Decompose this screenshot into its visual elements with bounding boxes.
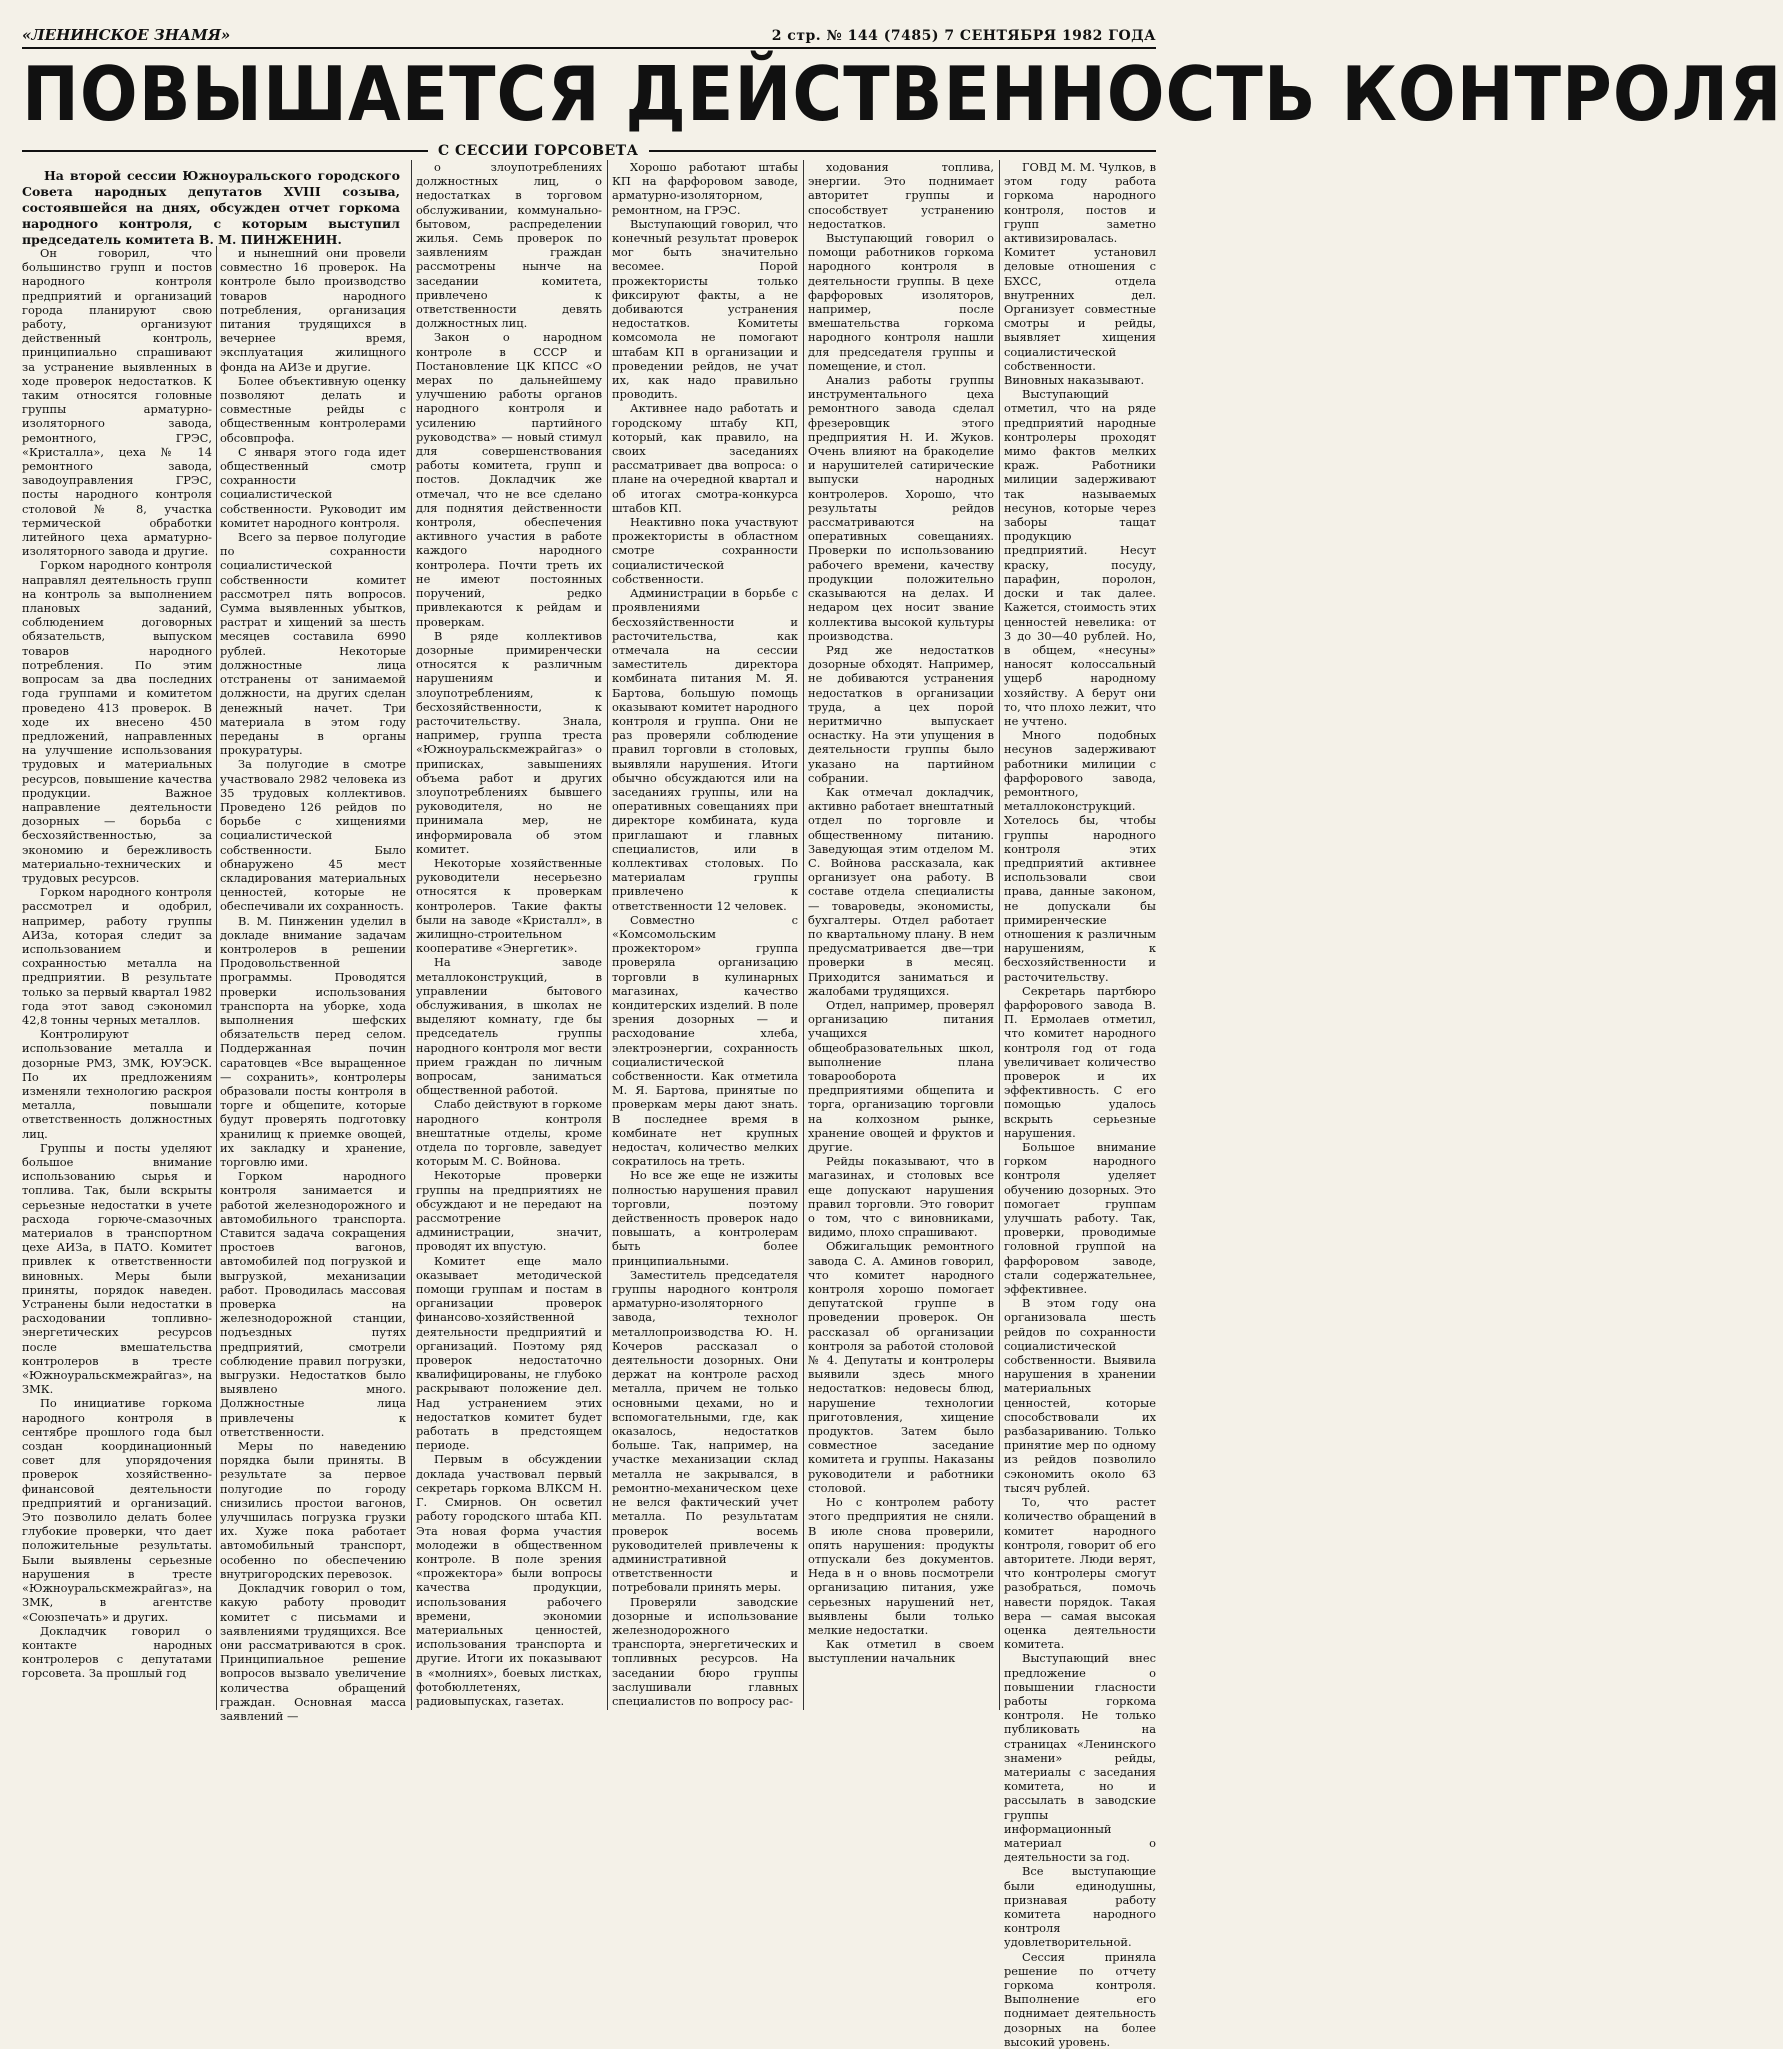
paragraph: С января этого года идет общественный смотр сохранности социалистической собственности. Руководит им комитет народного контроля. — [220, 444, 406, 530]
paragraph: Он говорил, что большинство групп и постов народного контроля предприятий и организаций города планируют свою работу, организуют действенный контроль, принципиально спрашивают за устранение выявленных в ходе проверок недостатков. К таким относятся головные группы арматурно-изоляторного завода, ремонтного, ГРЭС, «Кристалла», цеха № 14 ремонтного завода, заводоуправления ГРЭС, посты народного контроля столовой № 8, участка термической обработки литейного цеха арматурно-изоляторного завода и другие. — [22, 246, 212, 559]
column-separator — [607, 160, 608, 1710]
paragraph: Ряд же недостатков дозорные обходят. Например, не добиваются устранения недостатков в организации труда, а цех порой неритмично выпускает оснастку. На эти упущения в деятельности группы было указано на партийном собрании. — [808, 642, 994, 785]
column-4 — [612, 160, 798, 1710]
paragraph: Закон о народном контроле в СССР и Постановление ЦК КПСС «О мерах по дальнейшему улучшению работы органов народного контроля и усилению партийного руководства» — новый стимул для совершенствования работы комитета, групп и постов. Докладчик же отмечал, что не все сделано для поднятия действенности контроля, обеспечения активного участия в работе каждого народного контролера. Почти треть их не имеют постоянных поручений, редко привлекаются к рейдам и проверкам. — [416, 330, 602, 629]
paragraph: Выступающий внес предложение о повышении гласности работы горкома контроля. Не только публиковать на страницах «Ленинского знамени» рейды, материалы с заседания комитета, но и рассылать в заводские группы информационный материал о деятельности за год. — [1004, 1651, 1156, 1865]
column-separator — [999, 160, 1000, 1710]
paragraph: Секретарь партбюро фарфорового завода В. П. Ермолаев отметил, что комитет народного контроля год от года увеличивает количество проверок и их эффективность. С его помощью удалось вскрыть серьезные нарушения. — [1004, 983, 1156, 1140]
paragraph: Рейды показывают, что в магазинах, и столовых все еще допускают нарушения правил торговли. Это говорит о том, что с виновниками, видимо, плохо спрашивают. — [808, 1154, 994, 1240]
paragraph: По инициативе горкома народного контроля в сентябре прошлого года был создан координационный совет для упорядочения проверок хозяйственно-финансовой деятельности предприятий и организаций. Это позволило делать более глубокие проверки, что дает положительные результаты. Были выявлены серьезные нарушения в тресте «Южноуральскмежрайгаз», на ЗМК, в агентстве «Союзпечать» и других. — [22, 1396, 212, 1624]
masthead — [22, 22, 1156, 49]
paragraph: Докладчик говорил о том, какую работу проводит комитет с письмами и заявлениями трудящихся. Все они рассматриваются в срок. Принципиальное решение вопросов вызвало увеличение количества обращений граждан. Основная масса заявлений — — [220, 1581, 406, 1723]
paragraph: Горком народного контроля направлял деятельность групп на контроль за выполнением плановых заданий, соблюдением договорных обязательств, выпуском товаров народного потребления. По этим вопросам за два последних года группами и комитетом проведено 413 проверок. В ходе их внесено 450 предложений, направленных на улучшение использования трудовых и материальных ресурсов, повышение качества продукции. Важное направление деятельности дозорных — борьба с бесхозяйственностью, за экономию и бережливость материально-технических и трудовых ресурсов. — [22, 558, 212, 885]
paragraph: В ряде коллективов дозорные примиренчески относятся к различным нарушениям и злоупотреблениям, к бесхозяйственности, к расточительству. Знала, например, группа треста «Южноуральскмежрайгаз» о приписках, завышениях объема работ и других злоупотреблениях бывшего руководителя, но не принимала мер, не информировала об этом комитет. — [416, 628, 602, 856]
paragraph: Сессия приняла решение по отчету горкома контроля. Выполнение его поднимает деятельность дозорных на более высокий уровень. — [1004, 1949, 1156, 2049]
column-1 — [22, 246, 212, 1710]
paragraph: Все выступающие были единодушны, признавая работу комитета народного контроля удовлетворительной. — [1004, 1864, 1156, 1950]
paragraph: Активнее надо работать и городскому штабу КП, который, как правило, на своих заседаниях рассматривает два вопроса: о плане на очередной квартал и об итогах смотра-конкурса штабов КП. — [612, 401, 798, 515]
intro-paragraph: На второй сессии Южноуральского городского Совета народных депутатов XVIII созыва, состоявшейся на днях, обсужден отчет горкома народного контроля, с которым выступил председатель комитета В. М. ПИНЖЕНИН. — [22, 168, 400, 247]
paragraph: Слабо действуют в горкоме народного контроля внештатные отделы, кроме отдела по торговле, заведует которым М. С. Войнова. — [416, 1097, 602, 1169]
paragraph: То, что растет количество обращений в комитет народного контроля, говорит об его авторитете. Люди верят, что контролеры смогут разобраться, помочь навести порядок. Такая вера — самая высокая оценка деятельности комитета. — [1004, 1495, 1156, 1652]
issue-info: 2 стр. № 144 (7485) 7 СЕНТЯБРЯ 1982 ГОДА — [771, 28, 1156, 44]
paragraph: Меры по наведению порядка были приняты. В результате за первое полугодие по городу снизились простои вагонов, улучшилась погрузка грузки их. Хуже пока работает автомобильный транспорт, особенно по обеспечению внутригородских перевозок. — [220, 1439, 406, 1581]
paragraph: Первым в обсуждении доклада участвовал первый секретарь горкома ВЛКСМ Н. Г. Смирнов. Он осветил работу городского штаба КП. Эта новая форма участия молодежи в общественном контроле. В поле зрения «прожектора» были вопросы качества продукции, использования рабочего времени, экономии материальных ценностей, использования транспорта и другие. Итоги их показывают в «молниях», боевых листках, фотобюллетенях, радиовыпусках, газетах. — [416, 1452, 602, 1708]
paragraph: Но все же еще не изжиты полностью нарушения правил торговли, поэтому действенность проверок надо повышать, а контролерам быть более принципиальными. — [612, 1168, 798, 1268]
paragraph: Заместитель председателя группы народного контроля арматурно-изоляторного завода, технолог металлопроизводства Ю. Н. Кочеров рассказал о деятельности дозорных. Они держат на контроле расход металла, причем не только основными цехами, но и вспомогательными, где, как оказалось, недостатков больше. Так, например, на участке механизации склад металла не закрывался, в ремонтно-механическом цехе не велся фактический учет металла. По результатам проверок восемь руководителей привлечены к административной ответственности и потребовали принять меры. — [612, 1267, 798, 1595]
paragraph: Администрации в борьбе с проявлениями бесхозяйственности и расточительства, как отмечала на сессии заместитель директора комбината питания М. Я. Бартова, большую помощь оказывают комитет народного контроля и группа. Они не раз проверяли соблюдение правил торговли в столовых, выявляли нарушения. Итоги обычно обсуждаются или на заседаниях группы, или на оперативных совещаниях при директоре комбината, куда приглашают и главных специалистов, или в коллективах столовых. По материалам группы привлечено к ответственности 12 человек. — [612, 586, 798, 913]
paragraph: Докладчик говорил о контакте народных контролеров с депутатами горсовета. За прошлый год — [22, 1623, 212, 1681]
paragraph: Некоторые хозяйственные руководители несерьезно относятся к проверкам контролеров. Такие факты были на заводе «Кристалл», в жилищно-строительном кооперативе «Энергетик». — [416, 855, 602, 956]
paragraph: За полугодие в смотре участвовало 2982 человека из 35 трудовых коллективов. Проведено 126 рейдов по борьбе с хищениями социалистической собственности. Было обнаружено 45 мест складирования материальных ценностей, которые не обеспечивали их сохранность. — [220, 757, 406, 914]
column-3 — [416, 160, 602, 1710]
kicker-rule-mid — [212, 150, 428, 152]
paragraph: В этом году она организовала шесть рейдов по сохранности социалистической собственности. Выявила нарушения в хранении материальных ценностей, которые способствовали их разбазариванию. Только принятие мер по одному из рейдов позволило сэкономить около 63 тысяч рублей. — [1004, 1296, 1156, 1495]
column-2 — [220, 246, 406, 1723]
kicker — [22, 142, 1156, 160]
paragraph: и нынешний они провели совместно 16 проверок. На контроле было производство товаров народного потребления, организация питания трудящихся в вечернее время, эксплуатация жилищного фонда на АИЗе и другие. — [220, 246, 406, 374]
paragraph: Более объективную оценку позволяют делать и совместные рейды с общественным контролерами обсовпрофа. — [220, 373, 406, 445]
column-separator — [803, 160, 804, 1710]
column-separator — [411, 160, 412, 1710]
paragraph: Отдел, например, проверял организацию питания учащихся общеобразовательных школ, выполнение плана товарооборота предприятиями общепита и торга, организацию торговли на колхозном рынке, хранение овощей и фруктов и другие. — [808, 997, 994, 1155]
kicker-rule-right — [649, 150, 1157, 152]
paper-name: «ЛЕНИНСКОЕ ЗНАМЯ» — [22, 26, 231, 44]
paragraph: Горком народного контроля занимается и работой железнодорожного и автомобильного транспорта. Ставится задача сокращения простоев вагонов, автомобилей под погрузкой и выгрузкой, механизации работ. Проводилась массовая проверка на железнодорожной станции, подъездных путях предприятий, смотрели соблюдение правил погрузки, выгрузки. Недостатков было выявлено много. Должностные лица привлечены к ответственности. — [220, 1169, 406, 1439]
paragraph: Большое внимание горком народного контроля уделяет обучению дозорных. Это помогает группам улучшать работу. Так, проверки, проводимые головной группой на фарфоровом заводе, стали содержательнее, эффективнее. — [1004, 1140, 1156, 1297]
paragraph: Неактивно пока участвуют прожектористы в областном смотре сохранности социалистической собственности. — [612, 515, 798, 586]
paragraph: Как отмечал докладчик, активно работает внештатный отдел по торговле и общественному питанию. Заведующая этим отделом М. С. Войнова рассказала, как организует она работу. В составе отдела специалисты — товароведы, экономисты, бухгалтеры. Отдел работает по квартальному плану. В нем предусматривается две—три проверки в месяц. Приходится заниматься и жалобами трудящихся. — [808, 784, 994, 998]
paragraph: Анализ работы группы инструментального цеха ремонтного завода сделал фрезеровщик этого предприятия Н. И. Жуков. Очень влияют на бракоделие и нарушителей сатирические выпуски народных контролеров. Хорошо, что результаты рейдов рассматриваются на оперативных совещаниях. Проверки по использованию рабочего времени, качеству продукции положительно сказываются на делах. И недаром цех носит звание коллектива высокой культуры производства. — [808, 373, 994, 643]
paragraph: Комитет еще мало оказывает методической помощи группам и постам в организации проверок финансово-хозяйственной деятельности предприятий и организаций. Поэтому ряд проверок недостаточно квалифицированы, не глубоко раскрывают положение дел. Над устранением этих недостатков комитет будет работать в предстоящем периоде. — [416, 1253, 602, 1453]
paragraph: Выступающий говорил о помощи работников горкома народного контроля в деятельности группы. В цехе фарфоровых изоляторов, например, после вмешательства горкома народного контроля нашли для председателя группы и помещение, и стол. — [808, 231, 994, 373]
paragraph: На заводе металлоконструкций, в управлении бытового обслуживания, в школах не выделяют комнату, где бы председатель группы народного контроля мог вести прием граждан по личным вопросам, заниматься общественной работой. — [416, 955, 602, 1098]
paragraph: Горком народного контроля рассмотрел и одобрил, например, работу группы АИЗа, которая следит за использованием и сохранностью металла на предприятии. В результате только за первый квартал 1982 года этот завод сэкономил 42,8 тонны черных металлов. — [22, 885, 212, 1027]
paragraph: ГОВД М. М. Чулков, в этом году работа горкома народного контроля, постов и групп заметно активизировалась. Комитет установил деловые отношения с БХСС, отдела внутренних дел. Организует совместные смотры и рейды, выявляет хищения социалистической собственности. Виновных наказывают. — [1004, 160, 1156, 388]
paragraph: Всего за первое полугодие по сохранности социалистической собственности комитет рассмотрел пять вопросов. Сумма выявленных убытков, растрат и хищений за шесть месяцев составила 6990 рублей. Некоторые должностные лица отстранены от занимаемой должности, на других сделан денежный начет. Три материала в этом году переданы в органы прокуратуры. — [220, 530, 406, 758]
column-6 — [1004, 160, 1156, 2049]
paragraph: о злоупотреблениях должностных лиц, о недостатках в торговом обслуживании, коммунально-бытовом, распределении жилья. Семь проверок по заявлениям граждан рассмотрены нынче на заседании комитета, привлечено к ответственности девять должностных лиц. — [416, 160, 602, 331]
paragraph: Некоторые проверки группы на предприятиях не обсуждают и не передают на рассмотрение администрации, значит, проводят их впустую. — [416, 1168, 602, 1254]
column-5 — [808, 160, 994, 1710]
paragraph: Но с контролем работу этого предприятия не сняли. В июле снова проверили, опять нарушения: продукты отпускали без документов. Неда в н о вновь посмотрели организацию питания, уже серьезных нарушений нет, выявлены были только мелкие недостатки. — [808, 1495, 994, 1637]
paragraph: Много подобных несунов задерживают работники милиции с фарфорового завода, ремонтного, металлоконструкций. Хотелось бы, чтобы группы народного контроля этих предприятий активнее использовали свои права, данные законом, не допускали бы примиренческие отношения к различным нарушениям, к бесхозяйственности и расточительству. — [1004, 728, 1156, 984]
paragraph: В. М. Пинженин уделил в докладе внимание задачам контролеров в решении Продовольственной программы. Проводятся проверки использования транспорта на уборке, хода выполнения шефских обязательств перед селом. Поддержанная почин саратовцев «Все выращенное — сохранить», контролеры образовали посты контроля в торге и общепите, которые будут проверять подготовку хранилищ к приемке овощей, их закладку и хранение, торговлю ими. — [220, 913, 406, 1169]
paragraph: Хорошо работают штабы КП на фарфоровом заводе, арматурно-изоляторном, ремонтном, на ГРЭС. — [612, 160, 798, 217]
kicker-text: С СЕССИИ ГОРСОВЕТА — [438, 143, 639, 159]
article-body — [22, 160, 1156, 2049]
paragraph: ходования топлива, энергии. Это поднимает авторитет группы и способствует устранению недостатков. — [808, 160, 994, 231]
paragraph: Обжигальщик ремонтного завода С. А. Аминов говорил, что комитет народного контроля хорошо помогает депутатской группе в проведении проверок. Он рассказал об организации контроля за работой столовой № 4. Депутаты и контролеры выявили здесь много недостатков: недовесы блюд, нарушение технологии приготовления, хищение продуктов. Затем было совместное заседание комитета и группы. Наказаны руководители и работники столовой. — [808, 1239, 994, 1495]
paragraph: Группы и посты уделяют большое внимание использованию сырья и топлива. Так, были вскрыты серьезные недостатки в учете расхода горюче-смазочных материалов в транспортном цехе АИЗа, в ПАТО. Комитет привлек к ответственности виновных. Меры были приняты, порядок наведен. Устранены были недостатки в расходовании топливно-энергетических ресурсов после вмешательства контролеров в тресте «Южноуральскмежрайгаз», на ЗМК. — [22, 1140, 212, 1397]
paragraph: Выступающий говорил, что конечный результат проверок мог быть значительно весомее. Порой прожектористы только фиксируют факты, а не добиваются устранения недостатков. Комитеты комсомола не помогают штабам КП в организации и проведении рейдов, не учат их, как надо правильно проводить. — [612, 216, 798, 402]
paragraph: Проверяли заводские дозорные и использование железнодорожного транспорта, энергетических и топливных ресурсов. На заседании бюро группы заслушивали главных специалистов по вопросу рас- — [612, 1594, 798, 1708]
paragraph: Выступающий отметил, что на ряде предприятий народные контролеры проходят мимо фактов мелких краж. Работники милиции задерживают так называемых несунов, которые через заборы тащат продукцию предприятий. Несут краску, посуду, парафин, поролон, доски и так далее. Кажется, стоимость этих ценностей невелика: от 3 до 30—40 рублей. Но, в общем, «несуны» наносят колоссальный ущерб народному хозяйству. А берут они то, что плохо лежит, что не учтено. — [1004, 387, 1156, 728]
paragraph: Совместно с «Комсомольским прожектором» группа проверяла организацию торговли в кулинарных магазинах, качество кондитерских изделий. В поле зрения дозорных — и расходование хлеба, электроэнергии, сохранность социалистической собственности. Как отметила М. Я. Бартова, принятые по проверкам меры дают знать. В последнее время в комбинате нет крупных недостач, количество мелких сократилось на треть. — [612, 912, 798, 1169]
headline: ПОВЫШАЕТСЯ ДЕЙСТВЕННОСТЬ КОНТРОЛЯ — [22, 52, 1783, 139]
kicker-rule-left — [22, 150, 212, 152]
paragraph: Как отметил в своем выступлении начальник — [808, 1637, 994, 1666]
paragraph: Контролируют использование металла и дозорные РМЗ, ЗМК, ЮУЭСК. По их предложениям изменяли технологию раскроя металла, повышали ответственность должностных лиц. — [22, 1027, 212, 1141]
column-separator — [216, 246, 217, 1710]
